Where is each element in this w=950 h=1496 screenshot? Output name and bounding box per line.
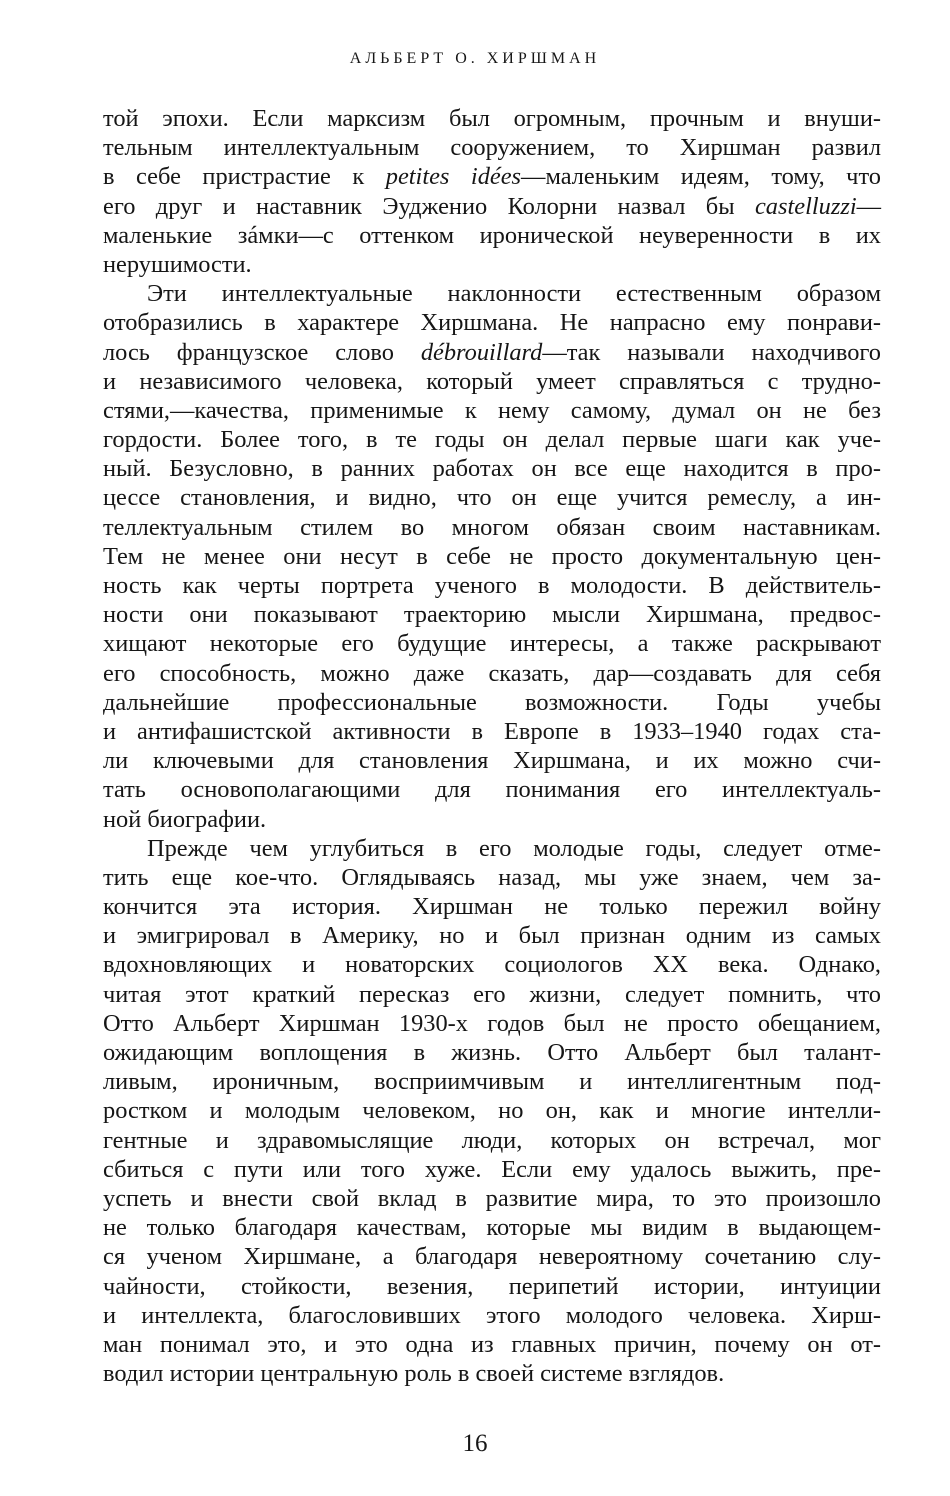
text-line: [103, 1242, 881, 1271]
text-run: Прежде чем углубиться в его молодые годы, следует отме-: [147, 834, 881, 862]
text-run: гентные и здравомыслящие люди, которых он встречал, мог: [103, 1126, 881, 1154]
text-run: кончится эта история. Хиршман не только пережил войну: [103, 893, 881, 921]
body-text: [103, 104, 881, 1388]
text-line: [103, 1038, 881, 1067]
text-line: [103, 1155, 881, 1184]
text-line: [103, 513, 881, 542]
text-run: дальнейшие профессиональные возможности. Годы учебы: [103, 688, 881, 716]
text-run: ли ключевыми для становления Хиршмана, и их можно счи-: [103, 747, 881, 775]
text-run: тельным интеллектуальным сооружением, то Хиршман развил: [103, 134, 881, 162]
text-line: [103, 921, 881, 950]
text-run: и эмигрировал в Америку, но и был признан одним из самых: [103, 922, 881, 950]
text-run: его способность, можно даже сказать, дар—создавать для себя: [103, 659, 881, 687]
text-line: [103, 1330, 881, 1359]
text-line: [103, 600, 881, 629]
italic-term: petites idées: [385, 163, 522, 191]
text-run: ожидающим воплощения в жизнь. Отто Альберт был талант-: [103, 1039, 881, 1066]
text-line: [103, 483, 881, 512]
text-line: [103, 980, 881, 1009]
text-run: ной биографии.: [103, 805, 267, 833]
text-line: [103, 805, 881, 834]
text-line: [103, 629, 881, 658]
text-line: [103, 775, 881, 804]
text-line: [103, 104, 881, 133]
text-run: нерушимости.: [103, 250, 252, 278]
text-line: [103, 279, 881, 308]
text-run: успеть и внести свой вклад в развитие мира, то это произошло: [103, 1184, 881, 1212]
text-run: и интеллекта, благословивших этого молодого человека. Хирш-: [103, 1301, 881, 1329]
text-line: [103, 1359, 881, 1388]
text-run: тать основополагающими для понимания его интеллектуаль-: [103, 776, 881, 804]
text-line: [103, 834, 881, 863]
text-line: [103, 717, 881, 746]
text-line: [103, 1096, 881, 1125]
text-run: ливым, ироничным, восприимчивым и интеллигентным под-: [103, 1068, 881, 1096]
text-run: Эти интеллектуальные наклонности естественным образом: [147, 280, 881, 308]
text-run: той эпохи. Если марксизм был огромным, прочным и внуши-: [103, 105, 881, 132]
text-line: [103, 162, 881, 191]
text-run: и антифашистской активности в Европе в 1933–1940 годах ста-: [103, 717, 881, 745]
page-number: 16: [462, 1430, 488, 1457]
italic-term: débrouillard: [420, 338, 543, 366]
text-run: гордости. Более того, в те годы он делал первые шаги как уче-: [103, 426, 881, 454]
text-line: [103, 1067, 881, 1096]
text-line: [103, 1184, 881, 1213]
text-line: [103, 221, 881, 250]
text-run: ся ученом Хиршмане, а благодаря невероятному сочетанию слу-: [103, 1243, 881, 1271]
text-line: [103, 659, 881, 688]
text-line: [103, 133, 881, 162]
text-line: [103, 746, 881, 775]
text-line: [103, 1126, 881, 1155]
text-run: цессе становления, и видно, что он еще учится ремеслу, а ин-: [103, 484, 881, 512]
text-line: [103, 1301, 881, 1330]
text-line: [103, 1213, 881, 1242]
text-line: [103, 338, 881, 367]
text-line: [103, 542, 881, 571]
text-run: и независимого человека, который умеет справляться с трудно-: [103, 367, 881, 395]
text-line: [103, 367, 881, 396]
text-line: [103, 571, 881, 600]
text-run: —: [856, 192, 881, 220]
text-line: [103, 950, 881, 979]
text-line: [103, 1272, 881, 1301]
text-run: ный. Безусловно, в ранних работах он все еще находится в про-: [103, 455, 881, 483]
text-run: ростком и молодым человеком, но он, как и многие интелли-: [103, 1097, 881, 1125]
text-run: хищают некоторые его будущие интересы, а также раскрывают: [103, 630, 881, 658]
text-line: [103, 892, 881, 921]
text-run: водил истории центральную роль в своей системе взглядов.: [103, 1360, 725, 1388]
text-run: Тем не менее они несут в себе не просто документальную цен-: [103, 542, 881, 570]
text-line: [103, 688, 881, 717]
text-run: лось французское слово: [103, 338, 421, 366]
text-run: —так называли находчивого: [542, 338, 881, 366]
text-line: [103, 425, 881, 454]
text-run: читая этот краткий пересказ его жизни, следует помнить, что: [103, 980, 881, 1008]
running-head: АЛЬБЕРТ О. ХИРШМАН: [349, 50, 601, 67]
text-run: чайности, стойкости, везения, перипетий истории, интуиции: [103, 1272, 881, 1300]
text-line: [103, 454, 881, 483]
italic-term: castelluzzi: [754, 192, 857, 220]
text-run: стями,—качества, применимые к нему самому, думал он не без: [103, 396, 881, 424]
text-line: [103, 863, 881, 892]
text-run: вдохновляющих и новаторских социологов XX века. Однако,: [103, 951, 881, 979]
text-run: теллектуальным стилем во многом обязан своим наставникам.: [103, 513, 881, 541]
text-run: не только благодаря качествам, которые мы видим в выдающем-: [103, 1214, 881, 1242]
text-run: тить еще кое-что. Оглядываясь назад, мы уже знаем, чем за-: [103, 863, 881, 891]
text-run: Отто Альберт Хиршман 1930-х годов был не просто обещанием,: [103, 1009, 881, 1037]
text-run: —маленьким идеям, тому, что: [521, 163, 881, 191]
text-line: [103, 396, 881, 425]
text-run: отобразились в характере Хиршмана. Не напрасно ему понрави-: [103, 309, 881, 337]
text-run: ность как черты портрета ученого в молодости. В действитель-: [103, 572, 881, 599]
text-run: сбиться с пути или того хуже. Если ему удалось выжить, пре-: [103, 1155, 881, 1183]
text-line: [103, 192, 881, 221]
text-run: в себе пристрастие к: [103, 163, 386, 191]
text-run: ности они показывают траекторию мысли Хиршмана, предвос-: [103, 601, 881, 629]
text-run: ман понимал это, и это одна из главных причин, почему он от-: [103, 1330, 881, 1358]
text-line: [103, 250, 881, 279]
text-run: маленькие зáмки—с оттенком иронической неуверенности в их: [103, 221, 881, 249]
text-run: его друг и наставник Эудженио Колорни назвал бы: [103, 192, 755, 220]
text-line: [103, 1009, 881, 1038]
text-line: [103, 308, 881, 337]
